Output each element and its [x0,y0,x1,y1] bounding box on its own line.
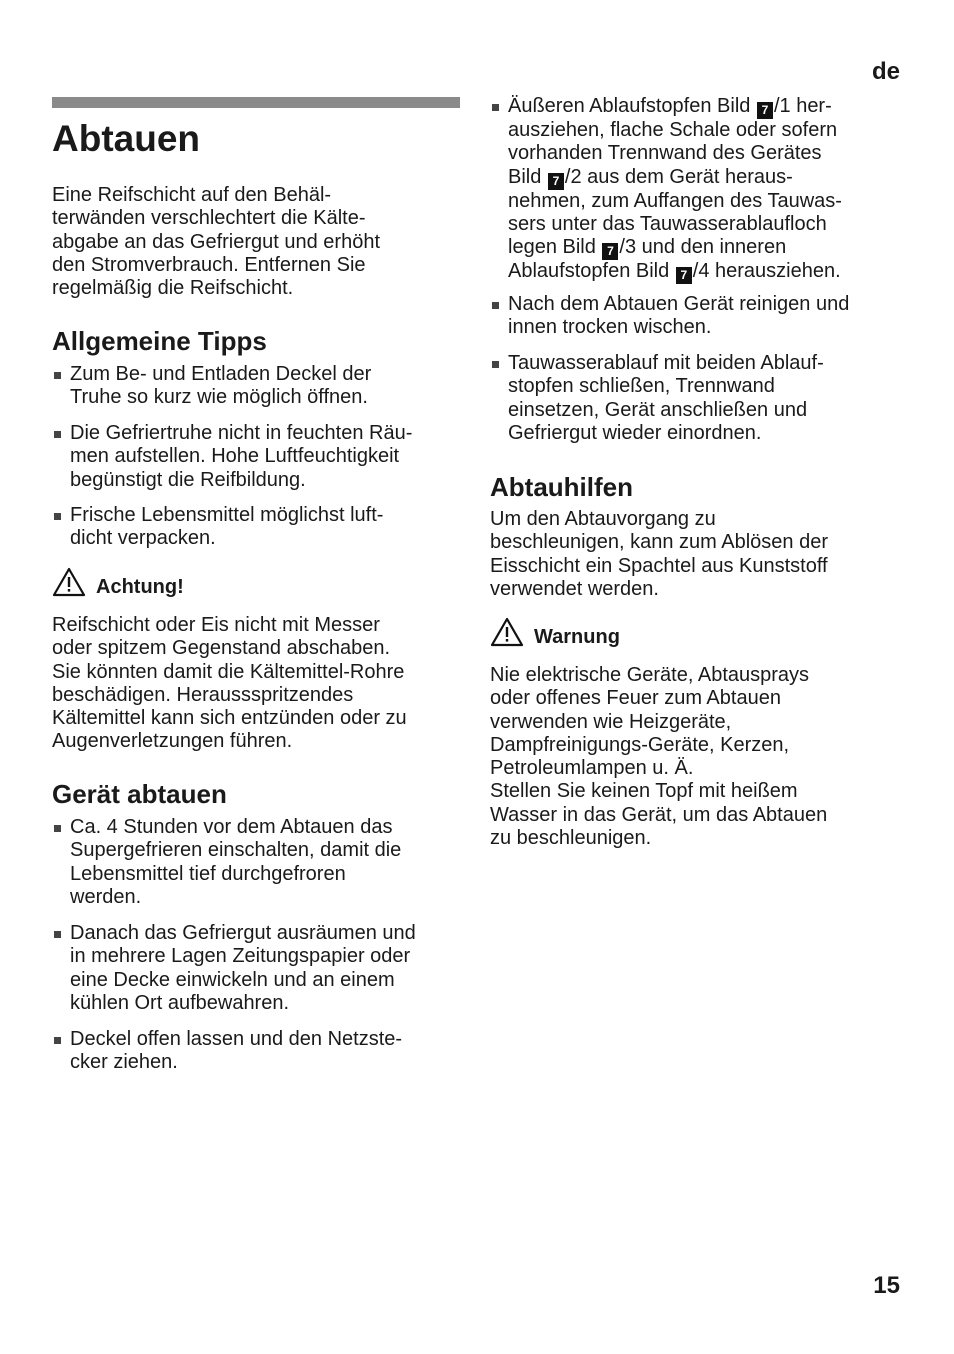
language-tag: de [871,58,900,85]
list-item-text [490,95,902,284]
section-bar [52,97,460,108]
figure-ref-badge: 7 [602,243,618,260]
list-item-text: Zum Be- und Entladen Deckel der Truhe so kurz wie möglich öffnen. [70,363,372,409]
list-item [52,1028,464,1075]
list-item-text: Tauwasserablauf mit beiden Ablauf- stopfen schließen, Trennwand einsetzen, Gerät anschließen und Gefriergut wieder einordnen. [508,352,824,444]
warning-text: Nie elektrische Geräte, Abtausprays oder offenes Feuer zum Abtauen verwenden wie Heizgeräte, Dampfreinigungs-Geräte, Kerzen, Petroleumlampen u. Ä. Stellen Sie keinen Topf mit heißem Wasser in das Gerät, um das Abtauen zu beschleunigen. [490,664,828,850]
list-item [52,504,464,551]
page-title: Abtauen [52,118,200,159]
warning-triangle-icon [52,567,86,597]
figure-ref-badge: 7 [757,102,773,119]
list-item [52,422,464,492]
caution-text: Reifschicht oder Eis nicht mit Messer oder spitzem Gegenstand abschaben. Sie könnten damit die Kältemittel-Rohre beschädigen. Heraussspritzendes Kältemittel kann sich entzünden oder zu Augenverletzungen führen. [52,614,407,753]
page-number: 15 [873,1272,900,1299]
bullet-square-icon [54,431,61,438]
list-item [52,922,464,1015]
list-item [490,293,902,340]
tips-heading: Allgemeine Tipps [52,326,267,356]
list-item [52,816,464,909]
warning-notice [490,617,620,647]
text-segment: /3 und den inneren Ablaufstopfen Bild [508,236,787,283]
bullet-square-icon [54,1037,61,1044]
caution-notice [52,567,184,597]
warning-label: Warnung [534,626,620,648]
list-item-text: Ca. 4 Stunden vor dem Abtauen das Supergefrieren einschalten, damit die Lebensmittel tief durchgefroren werden. [70,816,402,908]
bullet-square-icon [54,825,61,832]
list-item-text: Die Gefriertruhe nicht in feuchten Räu- men aufstellen. Hohe Luftfeuchtigkeit begünstigt die Reifbildung. [70,422,413,491]
text-segment: /2 aus dem Gerät heraus- nehmen, zum Auffangen des Tauwas- sers unter das Tauwasserablaufloch legen Bild [508,165,842,259]
figure-ref-badge: 7 [676,267,692,284]
intro-paragraph: Eine Reifschicht auf den Behäl- terwänden verschlechtert die Kälte- abgabe an das Gefriergut und erhöht den Stromverbrauch. Entfernen Sie regelmäßig die Reifschicht. [52,184,381,300]
bullet-square-icon [54,372,61,379]
figure-ref-badge: 7 [548,173,564,190]
caution-label: Achtung! [96,576,184,598]
list-item [52,363,464,410]
list-item [490,95,902,284]
bullet-square-icon [492,302,499,309]
list-item-text: Deckel offen lassen und den Netzste- cker ziehen. [70,1028,403,1074]
text-segment: /1 her- ausziehen, flache Schale oder sofern vorhanden Trennwand des Gerätes Bild [508,95,838,188]
list-item-text: Frische Lebensmittel möglichst luft- dicht verpacken. [70,504,384,550]
defrost-heading: Gerät abtauen [52,779,227,809]
list-item-text: Nach dem Abtauen Gerät reinigen und innen trocken wischen. [508,293,850,339]
text-segment: /4 herausziehen. [692,260,841,283]
aids-text: Um den Abtauvorgang zu beschleunigen, kann zum Ablösen der Eisschicht ein Spachtel aus Kunststoff verwendet werden. [490,508,829,600]
warning-triangle-icon [490,617,524,647]
aids-heading: Abtauhilfen [490,472,633,502]
list-item [490,352,902,445]
bullet-square-icon [54,931,61,938]
list-item-text: Danach das Gefriergut ausräumen und in mehrere Lagen Zeitungspapier oder eine Decke einwickeln und an einem kühlen Ort aufbewahren. [70,922,416,1014]
text-segment: Äußeren Ablaufstopfen Bild [508,95,756,117]
bullet-square-icon [54,513,61,520]
bullet-square-icon [492,104,499,111]
bullet-square-icon [492,361,499,368]
